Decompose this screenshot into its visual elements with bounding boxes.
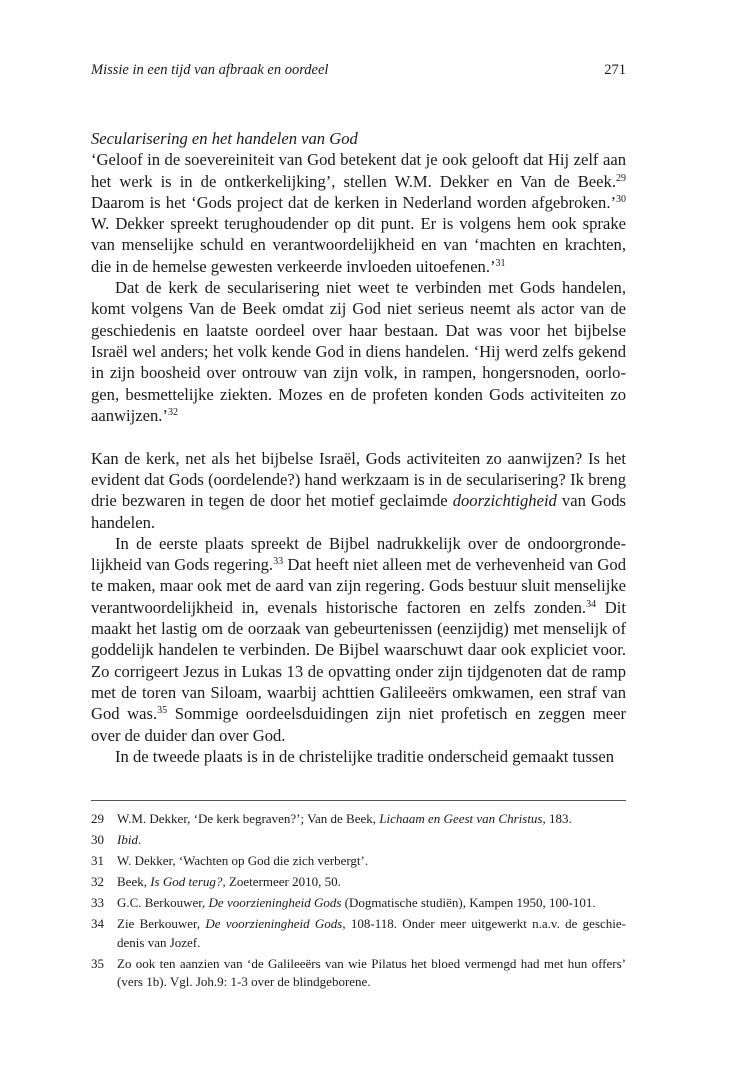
text: . <box>137 832 142 847</box>
text: In de tweede plaats is in de christelijke traditie onderscheid gemaakt tussen <box>115 746 615 766</box>
footnote <box>91 831 626 850</box>
text: G.C. Berkouwer, <box>117 895 209 910</box>
footnote-text <box>117 915 626 952</box>
emphasis: De voorzieningheid Gods <box>208 895 342 910</box>
text: (Dogmatische studiën), Kampen 1950, 100-101. <box>341 895 596 910</box>
text: Dat de kerk de secularisering niet weet te verbinden met Gods handelen, komt volgens Van de Beek omdat zij God niet serieus neemt als actor van de geschiedenis en laatste oordeel over haar bestaan. Dat was voor het bijbelse Israël wel anders; het volk kende God in diens handelen. ‘Hij werd zelfs gekend in zijn boosheid over ontrouw van zijn volk, in rampen, hongersnoden, oorlogen, besmettelijke ziekten. Mozes en de profeten konden Gods activiteiten zo aanwijzen.’ <box>91 278 626 425</box>
paragraph-5 <box>91 746 626 767</box>
paragraph-gap <box>91 426 626 448</box>
footnote-text <box>117 810 626 829</box>
footnote-text <box>117 955 626 992</box>
emphasis: Is God terug? <box>150 874 223 889</box>
text: Zie Berkouwer, <box>117 916 206 931</box>
paragraph-1 <box>91 149 626 277</box>
text: Beek, <box>117 874 151 889</box>
paragraph-3 <box>91 448 626 533</box>
footnotes <box>91 810 626 994</box>
footnote-ref: 31 <box>495 257 506 269</box>
emphasis: De voorzieningheid Gods <box>205 916 343 931</box>
footnote-text <box>117 894 626 913</box>
footnote-number: 31 <box>91 853 104 868</box>
section-heading: Secularisering en het handelen van God <box>91 129 358 148</box>
paragraph-2 <box>91 277 626 426</box>
footnote-text <box>117 873 626 892</box>
footnote <box>91 852 626 871</box>
footnote-text <box>117 831 626 850</box>
footnote-ref: 29 <box>616 172 626 184</box>
emphasis: Lichaam en Geest van Christus <box>379 811 543 826</box>
text: , 108-118. Onder meer uitgewerkt n.a.v. de geschiedenis van Jozef. <box>117 916 626 950</box>
text: Daarom is het ‘Gods project dat de kerken in Nederland worden afgebroken.’ <box>91 192 616 212</box>
text: Dit maakt het lastig om de oorzaak van gebeurtenissen (eenzijdig) met menselijk of goddelijk handelen te verbinden. De Bijbel waarschuwt daar ook expliciet voor. Zo corrigeert Jezus in Lukas 13 de opvatting onder zijn tijdgenoten dat de ramp met de toren van Siloam, waarbij achttien Galileeërs omkwamen, een straf van God was. <box>91 597 626 724</box>
footnote-ref: 34 <box>586 598 597 610</box>
footnote <box>91 810 626 829</box>
text: In de eerste plaats spreekt de Bijbel nadrukkelijk over de ondoorgrondelijkheid van Gods regering. <box>91 533 626 575</box>
running-head-title: Missie in een tijd van afbraak en oordeel <box>91 62 329 78</box>
page-number: 271 <box>604 62 626 78</box>
footnote-number: 35 <box>91 955 104 971</box>
emphasis: doorzichtigheid <box>452 491 557 511</box>
text: W.M. Dekker, ‘De kerk begraven?’; Van de Beek, <box>117 811 380 826</box>
footnote-number: 30 <box>91 832 104 847</box>
footnote-ref: 33 <box>273 556 284 568</box>
text: ‘Geloof in de soevereiniteit van God betekent dat je ook gelooft dat Hij zelf aan het werk is in de ontkerkelijking’, stellen W.M. Dekker en Van de Beek. <box>91 150 626 191</box>
footnote-number: 32 <box>91 874 104 889</box>
footnote <box>91 915 626 952</box>
footnote-text <box>117 852 626 871</box>
footnote-ref: 32 <box>167 406 178 418</box>
footnote <box>91 873 626 892</box>
text: Dat heeft niet alleen met de verhevenheid van God te maken, maar ook met de aard van zijn regering. Gods bestuur sluit menselijke verantwoordelijkheid in, evenals historische factoren en zelfs zonden. <box>91 555 626 617</box>
footnote <box>91 955 626 992</box>
running-head <box>91 62 626 79</box>
text: W. Dekker, ‘Wachten op God die zich verbergt’. <box>117 853 369 868</box>
footnote-rule <box>91 800 626 801</box>
text: Sommige oordeelsduidingen zijn niet profetisch en zeggen meer over de duider dan over God. <box>91 704 626 745</box>
text: Kan de kerk, net als het bijbelse Israël, Gods activiteiten zo aanwijzen? Is het evident dat Gods (oordelende?) hand werkzaam is in de secularisering? Ik breng drie bezwaren in tegen de door het motief geclaimde <box>91 448 626 511</box>
text: W. Dekker spreekt terughoudender op dit punt. Er is volgens hem ook sprake van menselijke schuld en verantwoordelijkheid en van ‘machten en krachten, die in de hemelse gewesten verkeerde invloeden uitoefenen.’ <box>91 214 626 276</box>
footnote-number: 29 <box>91 811 104 826</box>
paragraph-4 <box>91 533 626 746</box>
footnote-number: 33 <box>91 895 104 910</box>
text: , Zoetermeer 2010, 50. <box>222 874 341 889</box>
footnote-ref: 30 <box>616 193 626 205</box>
text: , 183. <box>542 811 572 826</box>
emphasis: Ibid <box>117 832 138 847</box>
footnote-ref: 35 <box>157 705 168 717</box>
body-text <box>91 128 626 767</box>
text: Zo ook ten aanzien van ‘de Galileeërs van wie Pilatus het bloed vermengd had met hun offers’ (vers 1b). Vgl. Joh.9: 1-3 over de blindgeborene. <box>117 955 626 989</box>
footnote <box>91 894 626 913</box>
text: van Gods handelen. <box>91 491 626 532</box>
footnote-number: 34 <box>91 916 104 931</box>
